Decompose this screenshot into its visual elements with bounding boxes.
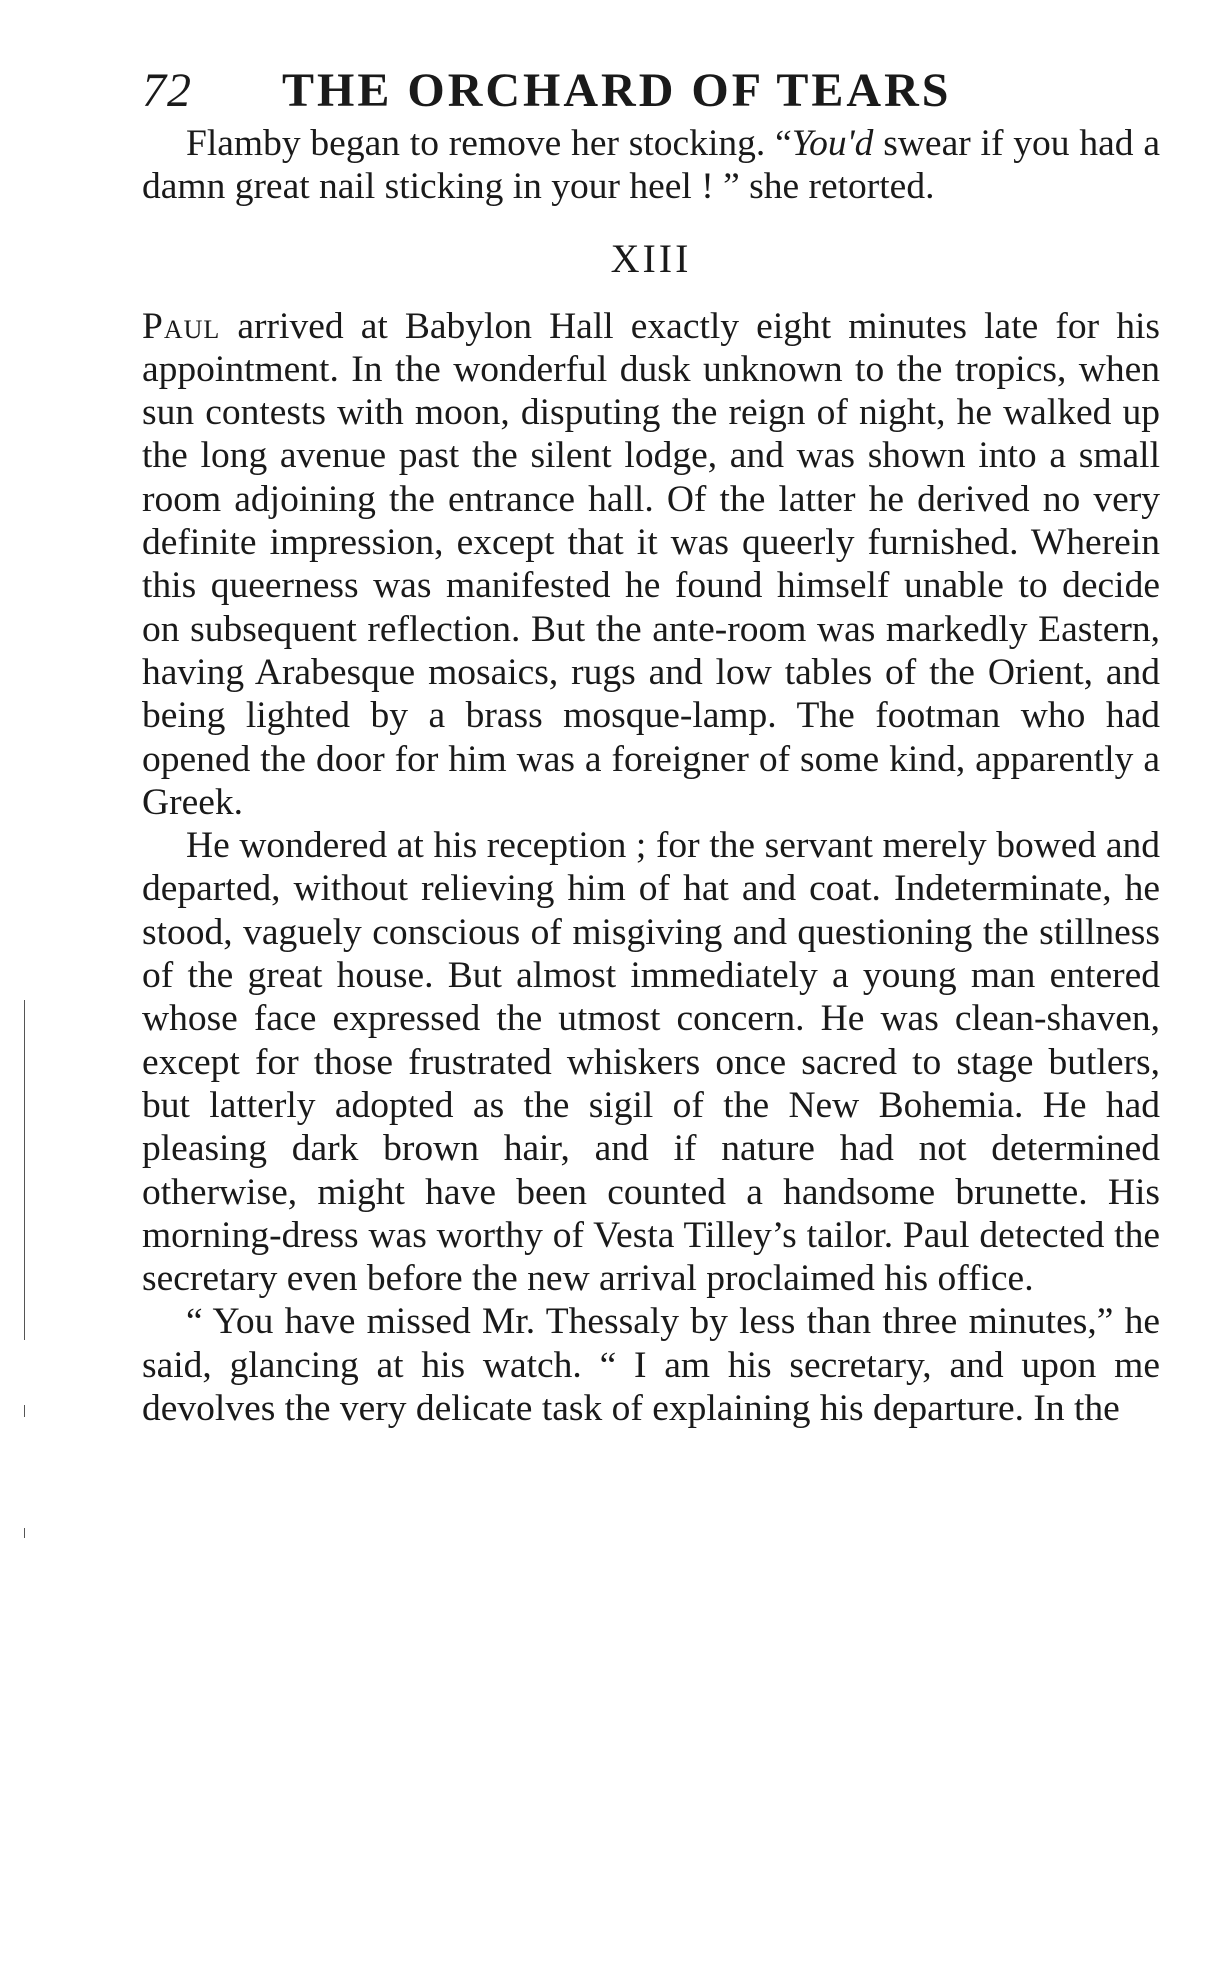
book-page [142, 60, 1160, 1430]
opening-text-end: swear if you had a damn great nail sticking in your heel ! ” she retorted. [142, 123, 1160, 208]
page-number: 72 [142, 64, 192, 117]
paragraph-3: “ You have missed Mr. Thessaly by less than three minutes,” he said, glancing at his watch. “ I am his secretary, and upon me devolves the very delicate task of explaining his departure. In the [142, 1301, 1160, 1430]
paragraph-2: He wondered at his reception ; for the servant merely bowed and departed, without relieving him of hat and coat. Indeterminate, he stood, vaguely conscious of misgiving and questioning the stillness of the great house. But almost immediately a young man entered whose face expressed the utmost concern. He was clean-shaven, except for those frustrated whiskers once sacred to stage butlers, but latterly adopted as the sigil of the New Bohemia. He had pleasing dark brown hair, and if nature had not determined otherwise, might have been counted a handsome brunette. His morning-dress was worthy of Vesta Tilley’s tailor. Paul detected the secretary even before the new arrival proclaimed his office. [142, 825, 1160, 1300]
margin-rule [24, 1405, 25, 1417]
running-head [142, 60, 1160, 122]
opening-text: Flamby began to remove her stocking. “ [186, 123, 792, 164]
margin-rule [24, 1000, 25, 1340]
margin-rule [24, 1528, 25, 1538]
paragraph-1 [142, 305, 1160, 825]
opening-paragraph [142, 122, 1160, 209]
body-text [142, 122, 1160, 1430]
opening-italic: You'd [791, 123, 874, 164]
paragraph-1-text: arrived at Babylon Hall exactly eight minutes late for his appointment. In the wonderful dusk unknown to the tropics, when sun contests with moon, disputing the reign of night, he walked up the long avenue past the silent lodge, and was shown into a small room adjoining the entrance hall. Of the latter he derived no very definite impression, except that it was queerly furnished. Wherein this queerness was manifested he found himself unable to decide on subsequent reflection. But the ante-room was markedly Eastern, having Arabesque mosaics, rugs and low tables of the Orient, and being lighted by a brass mosque-lamp. The footman who had opened the door for him was a foreigner of some kind, apparently a Greek. [142, 305, 1160, 823]
book-title: THE ORCHARD OF TEARS [282, 64, 952, 117]
chapter-heading: XIII [610, 235, 692, 281]
paragraph-1-lead: Paul [142, 305, 221, 347]
